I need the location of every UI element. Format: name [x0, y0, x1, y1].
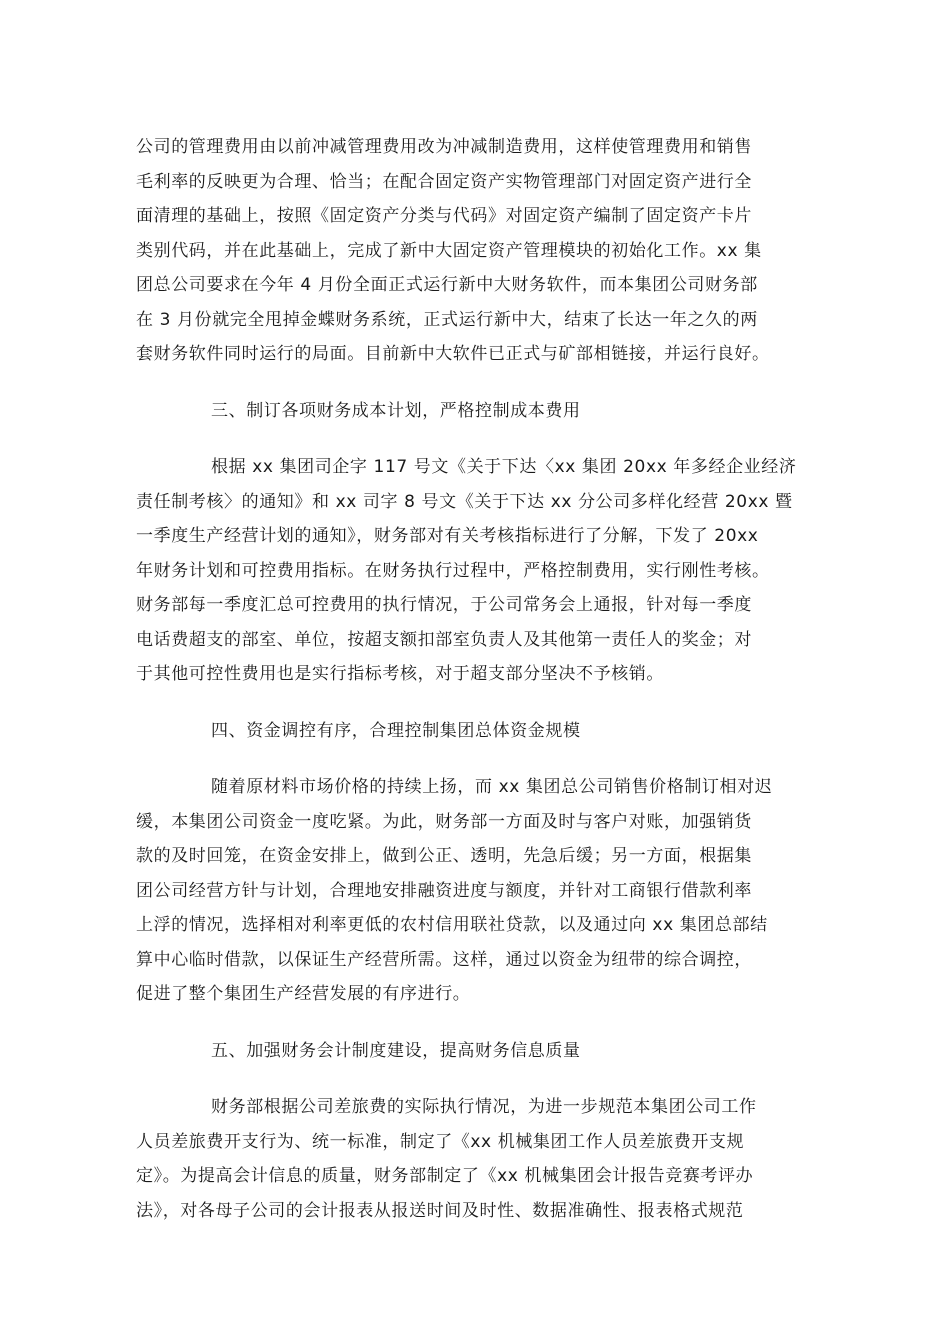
text-line: 财务部根据公司差旅费的实际执行情况，为进一步规范本集团公司工作: [211, 1097, 757, 1117]
text-line: 定》。为提高会计信息的质量，财务部制定了《xx 机械集团会计报告竞赛考评办: [136, 1166, 754, 1186]
text-line: 促进了整个集团生产经营发展的有序进行。: [136, 984, 471, 1004]
paragraph-intro: [136, 130, 816, 372]
text-line: 财务部每一季度汇总可控费用的执行情况，于公司常务会上通报，针对每一季度: [136, 595, 752, 615]
text-line: 套财务软件同时运行的局面。目前新中大软件已正式与矿部相链接，并运行良好。: [136, 344, 770, 364]
section-heading-5: [136, 1034, 816, 1069]
text-line: 缓，本集团公司资金一度吃紧。为此，财务部一方面及时与客户对账，加强销货: [136, 811, 752, 832]
text-line: 年财务计划和可控费用指标。在财务执行过程中，严格控制费用，实行刚性考核。: [136, 560, 770, 581]
document-page: [136, 130, 816, 1228]
text-line: 于其他可控性费用也是实行指标考核，对于超支部分坚决不予核销。: [136, 664, 664, 684]
heading-text: 五、加强财务会计制度建设，提高财务信息质量: [211, 1040, 581, 1061]
section-heading-4: [136, 714, 816, 749]
paragraph-section-5: [136, 1090, 816, 1228]
text-line: 在 3 月份就完全甩掉金蝶财务系统，正式运行新中大，结束了长达一年之久的两: [136, 309, 758, 330]
paragraph-gap: [136, 748, 816, 770]
heading-text: 四、资金调控有序，合理控制集团总体资金规模: [211, 720, 581, 741]
text-line: 一季度生产经营计划的通知》，财务部对有关考核指标进行了分解，下发了 20xx: [136, 526, 759, 546]
paragraph-gap: [136, 692, 816, 714]
text-line: 责任制考核〉的通知》和 xx 司字 8 号文《关于下达 xx 分公司多样化经营 20xx 暨: [136, 491, 793, 512]
text-line: 面清理的基础上，按照《固定资产分类与代码》对固定资产编制了固定资产卡片: [136, 206, 752, 226]
paragraph-section-3: [136, 450, 816, 692]
paragraph-gap: [136, 1068, 816, 1090]
text-line: 团公司经营方针与计划，合理地安排融资进度与额度，并针对工商银行借款利率: [136, 880, 752, 901]
text-line: 款的及时回笼，在资金安排上，做到公正、透明，先急后缓；另一方面，根据集: [136, 846, 752, 866]
text-line: 类别代码，并在此基础上，完成了新中大固定资产管理模块的初始化工作。xx 集: [136, 240, 762, 261]
heading-text: 三、制订各项财务成本计划，严格控制成本费用: [211, 400, 581, 421]
section-heading-3: [136, 394, 816, 429]
text-line: 电话费超支的部室、单位，按超支额扣部室负责人及其他第一责任人的奖金；对: [136, 629, 752, 650]
text-line: 随着原材料市场价格的持续上扬，而 xx 集团总公司销售价格制订相对迟: [211, 777, 773, 797]
text-line: 人员差旅费开支行为、统一标准，制定了《xx 机械集团工作人员差旅费开支规: [136, 1131, 745, 1152]
paragraph-gap: [136, 1012, 816, 1034]
text-line: 毛利率的反映更为合理、恰当；在配合固定资产实物管理部门对固定资产进行全: [136, 171, 752, 192]
paragraph-gap: [136, 372, 816, 394]
text-line: 法》，对各母子公司的会计报表从报送时间及时性、数据准确性、报表格式规范: [136, 1200, 744, 1221]
paragraph-section-4: [136, 770, 816, 1012]
text-line: 算中心临时借款，以保证生产经营所需。这样，通过以资金为纽带的综合调控，: [136, 949, 752, 970]
text-line: 公司的管理费用由以前冲减管理费用改为冲减制造费用，这样使管理费用和销售: [136, 137, 752, 157]
text-line: 根据 xx 集团司企字 117 号文《关于下达〈xx 集团 20xx 年多经企业经济: [211, 457, 797, 477]
paragraph-gap: [136, 428, 816, 450]
text-line: 团总公司要求在今年 4 月份全面正式运行新中大财务软件，而本集团公司财务部: [136, 275, 758, 295]
text-line: 上浮的情况，选择相对利率更低的农村信用联社贷款，以及通过向 xx 集团总部结: [136, 915, 768, 935]
